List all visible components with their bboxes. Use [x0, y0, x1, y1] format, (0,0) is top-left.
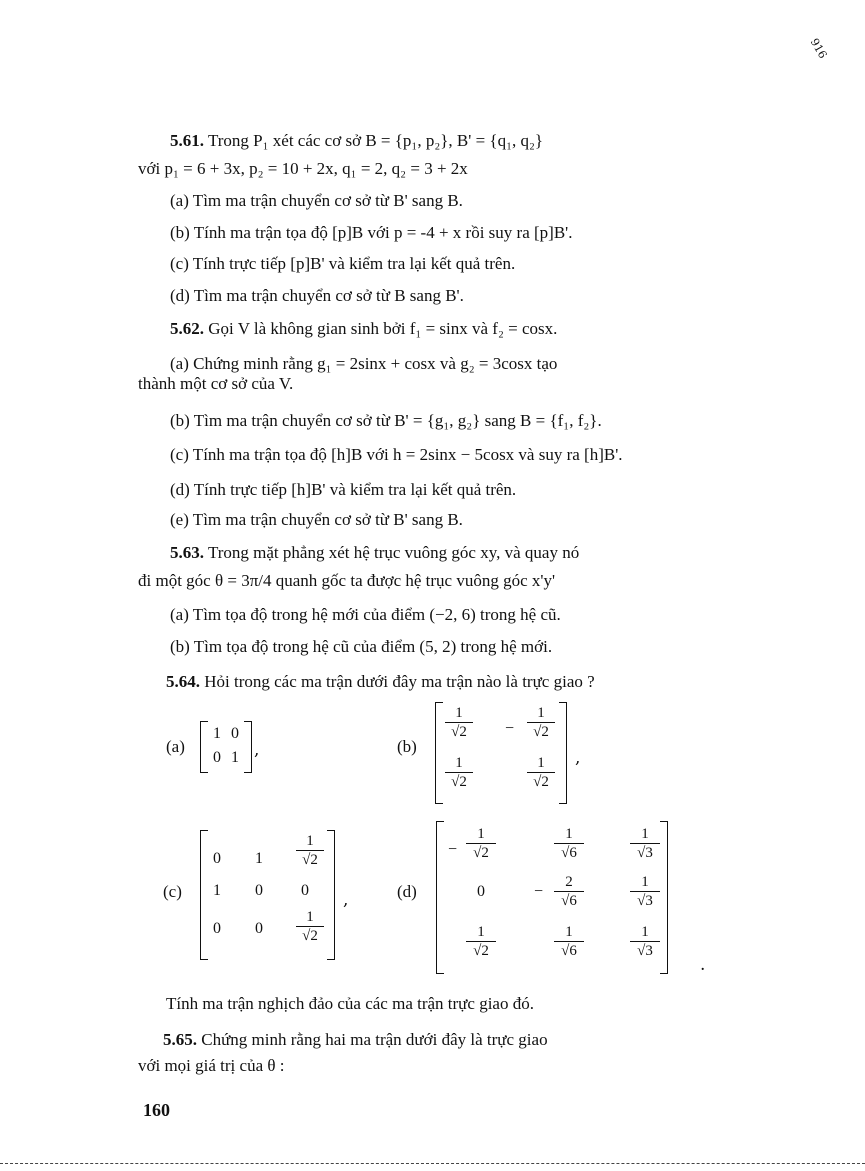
text-line: (d) Tính trực tiếp [h]B' và kiểm tra lại kết quả trên. [170, 480, 517, 499]
text-line: (b) Tính ma trận tọa độ [p]B với p = -4 + x rồi suy ra [p]B'. [170, 223, 573, 242]
exercise-number: 5.65. [163, 1030, 197, 1049]
corner-mark: 916 [807, 36, 830, 61]
exercise-number: 5.63. [170, 543, 204, 562]
exercise-number: 5.61. [170, 131, 204, 150]
text-line: (e) Tìm ma trận chuyển cơ sở từ B' sang B. [170, 510, 463, 529]
exercise-5-62-line-1: 5.62. Gọi V là không gian sinh bởi f₁ = sinx và f₂ = cosx. [170, 319, 558, 338]
exercise-number: 5.64. [166, 672, 200, 691]
text-line: (c) Tính trực tiếp [p]B' và kiểm tra lại kết quả trên. [170, 254, 516, 273]
text-line: đi một góc θ = 3π/4 quanh gốc ta được hệ trục vuông góc x'y' [138, 571, 556, 590]
text-line: (b) Tìm tọa độ trong hệ cũ của điểm (5, 2) trong hệ mới. [170, 637, 553, 656]
matrix-b-label: (b) [397, 737, 417, 756]
matrix-c: 0 1 $\frac{1}{√2}$ 1 0 0 0 0 $\frac{1}{√2}$ [200, 830, 335, 960]
page-number: 160 [143, 1100, 170, 1120]
text-line: (a) Tìm ma trận chuyển cơ sở từ B' sang B. [170, 191, 463, 210]
matrix-c-label: (c) [163, 882, 182, 901]
textbook-page: 916 5.61. Trong P₁ xét các cơ sở B = {p₁, p₂}, B' = {q₁, q₂} với p₁ = 6 + 3x, p₂ = 10 + 2x, q₁ = 2, q₂ = 3 + 2x (a) Tìm ma trận chuyển cơ sở từ B' sang B. (b) Tính ma trận tọa độ [p]B với p = -4 + x rồi suy ra [p]B'. (c) Tính trực tiếp [p]B' và kiểm tra lại kết quả trên. (d) Tìm ma trận chuyển cơ sở từ B sang B'. 5.62. Gọi V là không gian sinh bởi f₁ = sinx và f₂ = cosx. (a) Chứng minh rằng g₁ = 2sinx + cosx và g₂ = 3cosx tạo thành một cơ sở của V. (b) Tìm ma trận chuyển cơ sở từ B' = {g₁, g₂} sang B = {f₁, f₂}. (c) Tính ma trận tọa độ [h]B với h = 2sinx − 5cosx và suy ra [h]B'. (d) Tính trực tiếp [h]B' và kiểm tra lại kết quả trên. (e) Tìm ma trận chuyển cơ sở từ B' sang B. 5.63. Trong mặt phẳng xét hệ trục vuông góc xy, và quay nó đi một góc θ = 3π/4 quanh gốc ta được hệ trục vuông góc x'y' (a) Tìm tọa độ trong hệ mới của điểm (−2, 6) trong hệ cũ. (b) Tìm tọa độ trong hệ cũ của điểm (5, 2) trong hệ mới. 5.64. Hỏi trong các ma trận dưới đây ma trận nào là trực giao ? (a) 1 0 0 1 , (b) $\frac{1}{√2}$ − $\frac{1}{√2}$ $\frac{1}{√2}$ $\frac{1}{√2}$ , (c) 0 1 $\frac{1}{√2}$ 1 0 0 0 0 $\frac{1}{√2}$ , (d) − $\frac{1}{√2}$ $\frac{1}{√6}$ $\frac{1}{√3}$ 0 − $\frac{2}{√6}$ $\frac{1}{√3}$ $\frac{1}{√2}$ $\frac{1}{√6}$ $\frac{1}{√3}$ . Tính ma trận nghịch đảo của các ma trận trực giao đó. 5.65. Chứng minh rằng hai ma trận dưới đây là trực giao với mọi giá trị của θ : 160 [0, 0, 865, 1171]
bottom-rule [0, 1163, 865, 1164]
text-line: (d) Tìm ma trận chuyển cơ sở từ B sang B'. [170, 286, 464, 305]
exercise-5-65-line-1: 5.65. Chứng minh rằng hai ma trận dưới đây là trực giao [163, 1030, 548, 1049]
exercise-5-64-line-1: 5.64. Hỏi trong các ma trận dưới đây ma trận nào là trực giao ? [166, 672, 595, 691]
text-line: (c) Tính ma trận tọa độ [h]B với h = 2sinx − 5cosx và suy ra [h]B'. [170, 445, 623, 464]
matrix-b: $\frac{1}{√2}$ − $\frac{1}{√2}$ $\frac{1}{√2}$ $\frac{1}{√2}$ [435, 702, 567, 804]
text-line: thành một cơ sở của V. [138, 374, 294, 393]
matrix-d: − $\frac{1}{√2}$ $\frac{1}{√6}$ $\frac{1}{√3}$ 0 − $\frac{2}{√6}$ $\frac{1}{√3}$ $\frac{1}{√2}$ $\frac{1}{√6}$ $\frac{1}{√3}$ [436, 821, 668, 974]
text-line: với p₁ = 6 + 3x, p₂ = 10 + 2x, q₁ = 2, q₂ = 3 + 2x [138, 159, 468, 178]
text-line: Tính ma trận nghịch đảo của các ma trận trực giao đó. [166, 994, 534, 1013]
exercise-number: 5.62. [170, 319, 204, 338]
exercise-5-61-line-1: 5.61. Trong P₁ xét các cơ sở B = {p₁, p₂}, B' = {q₁, q₂} [170, 131, 544, 150]
matrix-a: 1 0 0 1 [200, 721, 252, 773]
matrix-a-label: (a) [166, 737, 185, 756]
text-line: (b) Tìm ma trận chuyển cơ sở từ B' = {g₁, g₂} sang B = {f₁, f₂}. [170, 411, 602, 430]
text-line: (a) Tìm tọa độ trong hệ mới của điểm (−2, 6) trong hệ cũ. [170, 605, 561, 624]
exercise-5-63-line-1: 5.63. Trong mặt phẳng xét hệ trục vuông góc xy, và quay nó [170, 543, 580, 562]
text-line: với mọi giá trị của θ : [138, 1056, 285, 1075]
matrix-d-label: (d) [397, 882, 417, 901]
text-line: (a) Chứng minh rằng g₁ = 2sinx + cosx và g₂ = 3cosx tạo [170, 354, 558, 373]
